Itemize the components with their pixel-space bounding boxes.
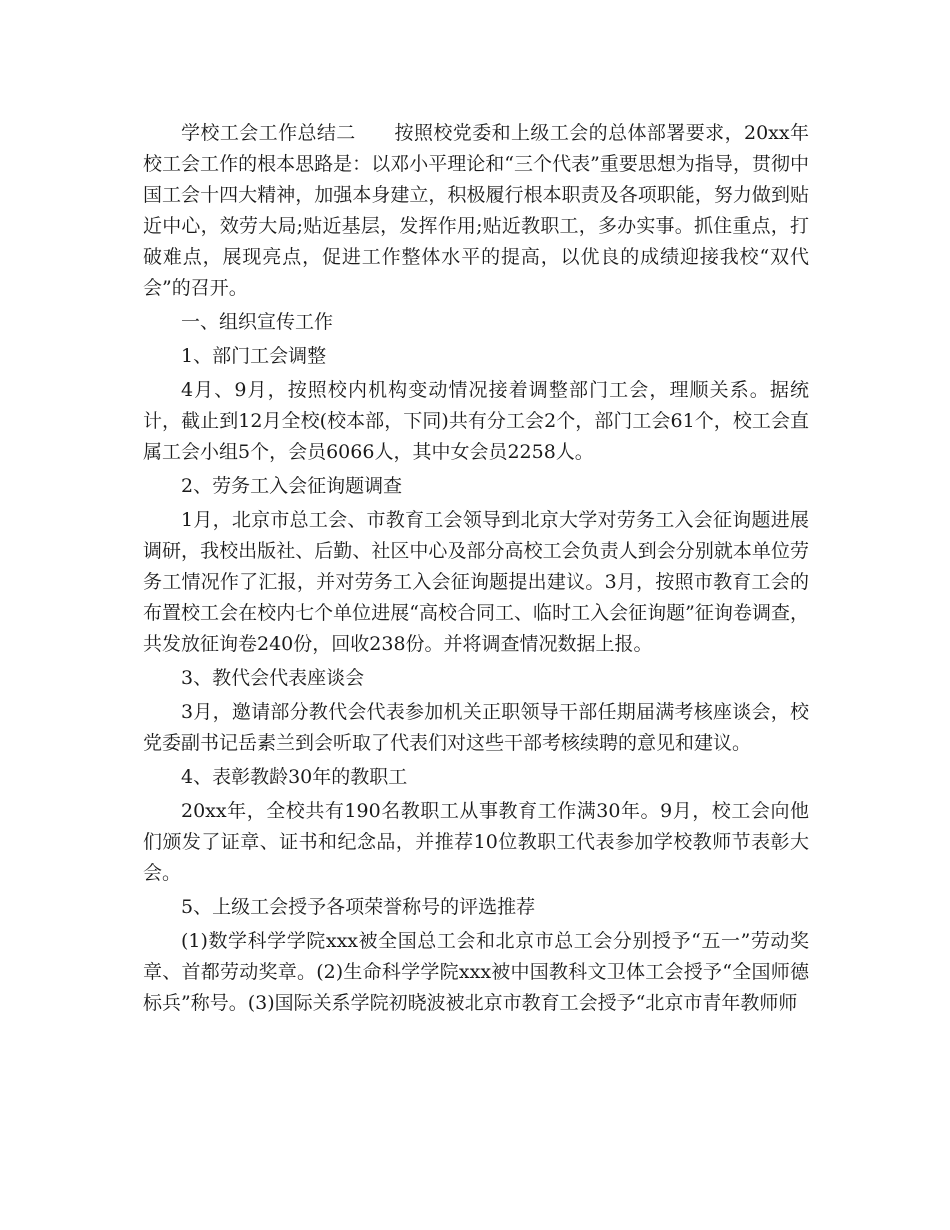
subsection-heading-3: 3、教代会代表座谈会 bbox=[181, 667, 365, 689]
document-page bbox=[143, 118, 809, 1022]
subsection-heading-4: 4、表彰教龄30年的教职工 bbox=[181, 766, 408, 788]
subsection-heading-2: 2、劳务工入会征询题调查 bbox=[181, 475, 403, 497]
paragraph-department-union: 4月、9月，按照校内机构变动情况接着调整部门工会，理顺关系。据统计，截止到12月全校(校本部，下同)共有分工会2个，部门工会61个，校工会直属工会小组5个，会员6066人，其中女会员2258人。 bbox=[143, 379, 809, 463]
paragraph-labor-survey: 1月，北京市总工会、市教育工会领导到北京大学对劳务工入会征询题进展调研，我校出版社、后勤、社区中心及部分高校工会负责人到会分别就本单位劳务工情况作了汇报，并对劳务工入会征询题提出建议。3月，按照市教育工会的布置校工会在校内七个单位进展“高校合同工、临时工入会征询题”征询卷调查，共发放征询卷240份，回收238份。并将调查情况数据上报。 bbox=[143, 509, 809, 655]
paragraph-honors: (1)数学科学学院xxx被全国总工会和北京市总工会分别授予“五一”劳动奖章、首都劳动奖章。(2)生命科学学院xxx被中国教科文卫体工会授予“全国师德标兵”称号。(3)国际关系学院初晓波被北京市教育工会授予“北京市青年教师师 bbox=[143, 930, 809, 1014]
intro-paragraph: 学校工会工作总结二 按照校党委和上级工会的总体部署要求，20xx年校工会工作的根本思路是：以邓小平理论和“三个代表”重要思想为指导，贯彻中国工会十四大精神，加强本身建立，积极履行根本职责及各项职能，努力做到贴近中心，效劳大局;贴近基层，发挥作用;贴近教职工，多办实事。抓住重点，打破难点，展现亮点，促进工作整体水平的提高，以优良的成绩迎接我校“双代会”的召开。 bbox=[143, 122, 809, 299]
subsection-heading-5: 5、上级工会授予各项荣誉称号的评选推荐 bbox=[181, 896, 536, 918]
paragraph-30-years: 20xx年，全校共有190名教职工从事教育工作满30年。9月，校工会向他们颁发了证章、证书和纪念品，并推荐10位教职工代表参加学校教师节表彰大会。 bbox=[143, 800, 809, 884]
section-heading-organization: 一、组织宣传工作 bbox=[181, 311, 334, 333]
subsection-heading-1: 1、部门工会调整 bbox=[181, 345, 327, 367]
paragraph-symposium: 3月，邀请部分教代会代表参加机关正职领导干部任期届满考核座谈会，校党委副书记岳素兰到会听取了代表们对这些干部考核续聘的意见和建议。 bbox=[143, 701, 809, 754]
